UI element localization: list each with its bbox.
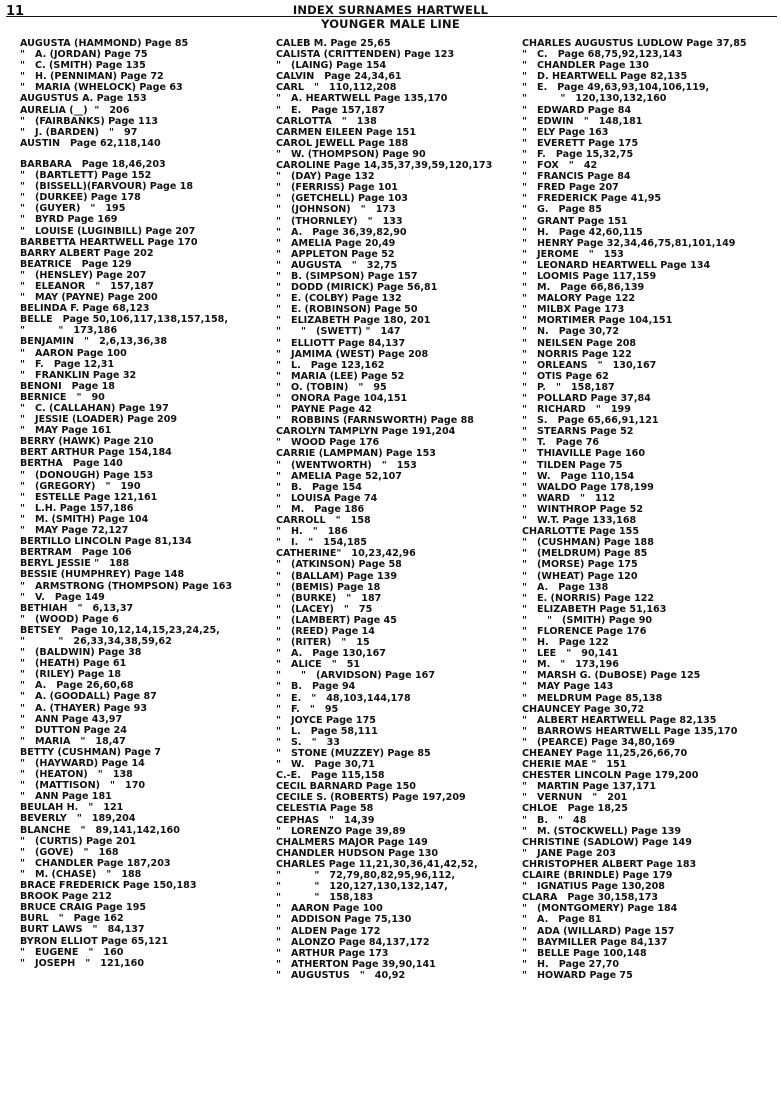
- index-entry: " N. Page 30,72: [522, 326, 620, 338]
- index-entry: " JOSEPH " 121,160: [20, 957, 145, 969]
- index-entry: " (ATKINSON) Page 58: [276, 559, 402, 571]
- index-entry: BARBETTA HEARTWELL Page 170: [20, 236, 198, 248]
- index-entry: " ELY Page 163: [522, 126, 609, 138]
- index-entry: BELINDA F. Page 68,123: [20, 303, 150, 315]
- index-entry: BROOK Page 212: [20, 891, 112, 903]
- index-entry: " ANN Page 181: [20, 791, 112, 803]
- index-entry: " (BALLAM) Page 139: [276, 570, 398, 582]
- index-entry: BURT LAWS " 84,137: [20, 924, 145, 936]
- index-entry: " H. Page 122: [522, 637, 609, 649]
- index-entry: " (HEATON) " 138: [20, 769, 133, 781]
- index-entry: " EDWARD Page 84: [522, 104, 632, 116]
- index-entry: " P. " 158,187: [522, 381, 615, 393]
- index-entry: " FRANKLIN Page 32: [20, 369, 137, 381]
- index-entry: " A. Page 26,60,68: [20, 680, 134, 692]
- index-entry: " EUGENE " 160: [20, 946, 124, 958]
- index-entry: " JAMIMA (WEST) Page 208: [276, 348, 429, 360]
- index-subtitle: YOUNGER MALE LINE: [321, 17, 460, 31]
- index-entry: " ELIZABETH Page 51,163: [522, 603, 667, 615]
- index-entry: " MARTIN Page 137,171: [522, 781, 657, 793]
- index-entry: " EVERETT Page 175: [522, 137, 639, 149]
- index-entry: " A. (THAYER) Page 93: [20, 702, 147, 714]
- index-entry: " (BURKE) " 187: [276, 592, 382, 604]
- index-entry: CALVIN Page 24,34,61: [276, 71, 402, 83]
- index-entry: CARMEN EILEEN Page 151: [276, 126, 417, 138]
- index-entry: " THIAVILLE Page 160: [522, 448, 646, 460]
- index-entry: " B. Page 154: [276, 481, 362, 493]
- index-entry: " W. (THOMPSON) Page 90: [276, 148, 426, 160]
- index-entry: " MARIA (LEE) Page 52: [276, 370, 405, 382]
- index-entry: " FOX " 42: [522, 160, 598, 172]
- index-entry: " HENRY Page 32,34,46,75,81,101,149: [522, 237, 736, 249]
- index-entry: BERT ARTHUR Page 154,184: [20, 447, 172, 459]
- index-entry: " ANN Page 43,97: [20, 713, 123, 725]
- index-entry: " E. (NORRIS) Page 122: [522, 592, 655, 604]
- index-entry: " ALBERT HEARTWELL Page 82,135: [522, 714, 717, 726]
- index-entry: " (CURTIS) Page 201: [20, 835, 136, 847]
- index-entry: BESSIE (HUMPHREY) Page 148: [20, 569, 185, 581]
- index-entry: " H. Page 42,60,115: [522, 226, 643, 238]
- index-entry: " (GUYER) " 195: [20, 203, 126, 215]
- index-entry: " MORTIMER Page 104,151: [522, 315, 673, 327]
- index-entry: BERNICE " 90: [20, 391, 105, 403]
- index-entry: " BYRD Page 169: [20, 214, 118, 226]
- index-entry: " (GETCHELL) Page 103: [276, 193, 408, 205]
- index-entry: " E. (ROBINSON) Page 50: [276, 304, 418, 316]
- index-entry: " (JOHNSON) " 173: [276, 204, 396, 216]
- index-entry: " POLLARD Page 37,84: [522, 393, 651, 404]
- index-entry: " (BALDWIN) Page 38: [20, 647, 142, 659]
- index-entry: " (FERRISS) Page 101: [276, 182, 398, 194]
- index-entry: BERTRAM Page 106: [20, 547, 132, 559]
- index-entry: BELLE Page 50,106,117,138,157,158,: [20, 314, 228, 326]
- index-entry: " H. (PENNIMAN) Page 72: [20, 71, 164, 83]
- index-entry: " STEARNS Page 52: [522, 426, 634, 438]
- index-entry: " BARROWS HEARTWELL Page 135,170: [522, 725, 738, 737]
- index-entry: " MILBX Page 173: [522, 304, 625, 316]
- index-entry: " AARON Page 100: [276, 903, 383, 915]
- index-entry: " IGNATIUS Page 130,208: [522, 881, 665, 893]
- index-entry: BEATRICE Page 129: [20, 258, 132, 270]
- index-entry: " ALICE " 51: [276, 659, 361, 671]
- index-entry: BRACE FREDERICK Page 150,183: [20, 880, 197, 892]
- index-entry: " JEROME " 153: [522, 248, 624, 260]
- index-entry: " MELDRUM Page 85,138: [522, 692, 663, 704]
- index-entry: " M. (CHASE) " 188: [20, 868, 142, 880]
- index-entry: BETHIAH " 6,13,37: [20, 602, 134, 614]
- index-entry: " (CUSHMAN) Page 188: [522, 537, 654, 549]
- index-entry: " CHANDLER Page 130: [522, 60, 649, 72]
- index-entry: " E. Page 157,187: [276, 104, 385, 116]
- index-entry: CHARLOTTE Page 155: [522, 526, 639, 538]
- index-entry: AUGUSTUS A. Page 153: [20, 93, 147, 105]
- index-entry: " BELLE Page 100,148: [522, 947, 647, 959]
- index-entry: CARLOTTA " 138: [276, 115, 377, 127]
- index-entry: " D. HEARTWELL Page 82,135: [522, 71, 688, 83]
- index-entry: " (GOVE) " 168: [20, 846, 119, 858]
- index-entry: " " (SMITH) Page 90: [522, 614, 653, 626]
- index-entry: CHAUNCEY Page 30,72: [522, 703, 645, 715]
- index-entry: " (WENTWORTH) " 153: [276, 459, 417, 471]
- index-entry: " M. Page 186: [276, 503, 365, 515]
- index-entry: " C. Page 68,75,92,123,143: [522, 49, 683, 61]
- index-entry: " " 26,33,34,38,59,62: [20, 635, 172, 647]
- index-entry: " (REED) Page 14: [276, 625, 375, 637]
- index-entry: " (WHEAT) Page 120: [522, 570, 638, 582]
- index-entry: BEVERLY " 189,204: [20, 813, 136, 825]
- index-entry: " APPLETON Page 52: [276, 248, 395, 260]
- index-entry: " MAY (PAYNE) Page 200: [20, 292, 158, 304]
- index-entry: " A. Page 130,167: [276, 648, 386, 660]
- index-entry: " " (ARVIDSON) Page 167: [276, 670, 436, 682]
- index-entry: " W.T. Page 133,168: [522, 515, 637, 527]
- index-entry: " S. " 33: [276, 736, 340, 748]
- index-entry: " (MATTISON) " 170: [20, 780, 146, 792]
- index-entry: " AUGUSTUS " 40,92: [276, 969, 406, 981]
- index-entry: " JESSIE (LOADER) Page 209: [20, 414, 178, 426]
- index-entry: " VERNUN " 201: [522, 792, 628, 804]
- index-entry: AURELIA (__) " 206: [20, 104, 130, 116]
- index-entry: " WALDO Page 178,199: [522, 481, 654, 493]
- index-entry: " NORRIS Page 122: [522, 348, 632, 360]
- index-entry: BRUCE CRAIG Page 195: [20, 902, 147, 914]
- index-entry: " O. (TOBIN) " 95: [276, 381, 387, 393]
- index-entry: " ONORA Page 104,151: [276, 393, 408, 404]
- index-title: INDEX SURNAMES HARTWELL: [292, 3, 489, 17]
- index-entry: CLAIRE (BRINDLE) Page 179: [522, 870, 673, 882]
- index-entry: C.-E. Page 115,158: [276, 770, 385, 782]
- index-entry: " DUTTON Page 24: [20, 724, 127, 736]
- index-entry: " F. Page 15,32,75: [522, 148, 634, 160]
- index-entry: " (LAMBERT) Page 45: [276, 614, 397, 626]
- index-entry: " (RILEY) Page 18: [20, 669, 122, 681]
- index-entry: CARROLL " 158: [276, 515, 371, 527]
- index-entry: " ELLIOTT Page 84,137: [276, 337, 406, 349]
- index-entry: " A. (GOODALL) Page 87: [20, 691, 157, 703]
- index-entry: BETTY (CUSHMAN) Page 7: [20, 746, 161, 758]
- index-entry: CARL " 110,112,208: [276, 82, 397, 94]
- index-entry: " HOWARD Page 75: [522, 969, 633, 981]
- index-entry: " RICHARD " 199: [522, 404, 631, 416]
- index-entry: " (BARTLETT) Page 152: [20, 170, 152, 182]
- index-entry: " M. (SMITH) Page 104: [20, 513, 149, 525]
- index-entry: " A. Page 36,39,82,90: [276, 226, 407, 238]
- index-entry: " GRANT Page 151: [522, 215, 628, 227]
- index-entry: CLARA Page 30,158,173: [522, 892, 659, 904]
- index-entry: " A. HEARTWELL Page 135,170: [276, 93, 448, 105]
- index-entry: BERYL JESSIE " 188: [20, 558, 130, 570]
- index-entry: " (WOOD) Page 6: [20, 613, 119, 625]
- index-entry: CHARLES Page 11,21,30,36,41,42,52,: [276, 858, 478, 870]
- index-entry: " (DONOUGH) Page 153: [20, 469, 154, 481]
- index-entry: " ESTELLE Page 121,161: [20, 491, 158, 503]
- index-entry: CHARLES AUGUSTUS LUDLOW Page 37,85: [522, 38, 747, 49]
- index-entry: " ELIZABETH Page 180, 201: [276, 315, 431, 327]
- index-entry: " MALORY Page 122: [522, 293, 636, 305]
- index-entry: " MAY Page 143: [522, 681, 614, 693]
- index-entry: CHESTER LINCOLN Page 179,200: [522, 770, 699, 782]
- index-entry: " (LACEY) " 75: [276, 603, 373, 615]
- index-entry: " F. Page 12,31: [20, 358, 115, 370]
- index-entry: " (HAYWARD) Page 14: [20, 758, 145, 769]
- index-entry: " STONE (MUZZEY) Page 85: [276, 748, 431, 759]
- index-entry: " MARIA " 18,47: [20, 735, 126, 747]
- index-column-3: [522, 38, 772, 981]
- index-entry: CAROLYN TAMPLYN Page 191,204: [276, 426, 456, 438]
- index-entry: " PAYNE Page 42: [276, 404, 372, 416]
- index-entry: " (PEARCE) Page 34,80,169: [522, 736, 676, 748]
- index-column-1: [20, 38, 270, 969]
- index-entry: CALISTA (CRITTENDEN) Page 123: [276, 49, 455, 61]
- index-entry: " (MONTGOMERY) Page 184: [522, 903, 678, 915]
- index-entry: " ARTHUR Page 173: [276, 947, 389, 959]
- index-entry: " LORENZO Page 39,89: [276, 825, 406, 837]
- index-entry: CELESTIA Page 58: [276, 803, 374, 815]
- index-entry: " I. " 154,185: [276, 537, 367, 549]
- index-entry: " F. " 95: [276, 703, 339, 715]
- index-entry: " ARMSTRONG (THOMPSON) Page 163: [20, 580, 233, 592]
- index-entry: CHANDLER HUDSON Page 130: [276, 847, 439, 859]
- index-entry: " ADA (WILLARD) Page 157: [522, 925, 675, 937]
- index-entry: " E. " 48,103,144,178: [276, 692, 411, 704]
- index-entry: " WINTHROP Page 52: [522, 503, 643, 515]
- index-entry: " FRED Page 207: [522, 182, 619, 194]
- index-entry: " MAY Page 72,127: [20, 525, 129, 537]
- index-entry: " TILDEN Page 75: [522, 459, 623, 471]
- index-entry: BARRY ALBERT Page 202: [20, 247, 154, 259]
- index-entry: " L. Page 123,162: [276, 359, 385, 371]
- index-entry: CAROLINE Page 14,35,37,39,59,120,173: [276, 160, 493, 172]
- index-entry: CAROL JEWELL Page 188: [276, 137, 409, 149]
- index-entry: " AARON Page 100: [20, 347, 127, 359]
- index-entry: " DODD (MIRICK) Page 56,81: [276, 282, 438, 294]
- index-entry: " ROBBINS (FARNSWORTH) Page 88: [276, 415, 474, 427]
- index-entry: " M. " 173,196: [522, 659, 619, 671]
- index-entry: " M. Page 66,86,139: [522, 282, 645, 294]
- index-entry: " H. Page 27,70: [522, 958, 620, 970]
- index-entry: " B. Page 94: [276, 681, 356, 693]
- index-entry: " T. Page 76: [522, 437, 600, 449]
- index-entry: " AMELIA Page 52,107: [276, 470, 402, 482]
- index-entry: " H. " 186: [276, 526, 348, 538]
- index-entry: " OTIS Page 62: [522, 370, 609, 382]
- index-entry: CHERIE MAE " 151: [522, 759, 627, 771]
- index-entry: " " 120,130,132,160: [522, 93, 667, 105]
- index-entry: " J. (BARDEN) " 97: [20, 126, 138, 138]
- index-entry: " W. Page 110,154: [522, 470, 635, 482]
- index-entry: CHEANEY Page 11,25,26,66,70: [522, 748, 688, 759]
- index-entry: " NEILSEN Page 208: [522, 337, 637, 349]
- index-entry: " LOUISA Page 74: [276, 492, 378, 504]
- index-entry: " MARSH G. (DuBOSE) Page 125: [522, 670, 701, 682]
- index-entry: " FRANCIS Page 84: [522, 171, 631, 183]
- index-entry: " (THORNLEY) " 133: [276, 215, 403, 227]
- index-entry: BENJAMIN " 2,6,13,36,38: [20, 336, 168, 348]
- index-entry: " " 173,186: [20, 325, 118, 337]
- index-entry: " CHANDLER Page 187,203: [20, 857, 171, 869]
- index-entry: AUGUSTA (HAMMOND) Page 85: [20, 38, 189, 49]
- index-entry: BERTHA Page 140: [20, 458, 123, 470]
- index-entry: " E. (COLBY) Page 132: [276, 293, 402, 305]
- index-entry: " MARIA (WHELOCK) Page 63: [20, 82, 183, 94]
- index-entry: BARBARA Page 18,46,203: [20, 158, 166, 170]
- index-entry: " " 158,183: [276, 892, 374, 904]
- index-entry: CEPHAS " 14,39: [276, 814, 375, 826]
- index-entry: " A. Page 138: [522, 581, 609, 593]
- index-entry: " ORLEANS " 130,167: [522, 359, 657, 371]
- index-entry: CECILE S. (ROBERTS) Page 197,209: [276, 792, 466, 804]
- index-entry: BEULAH H. " 121: [20, 802, 124, 814]
- index-entry: " FREDERICK Page 41,95: [522, 193, 662, 205]
- index-entry: " MAY Page 161: [20, 425, 112, 437]
- index-entry: " WOOD Page 176: [276, 437, 380, 449]
- index-entry: " L.H. Page 157,186: [20, 502, 134, 514]
- index-entry: BLANCHE " 89,141,142,160: [20, 824, 180, 836]
- index-entry: " G. Page 85: [522, 204, 602, 216]
- index-entry: BENONI Page 18: [20, 380, 115, 392]
- index-entry: " A. Page 81: [522, 914, 602, 926]
- index-entry: CHRISTINE (SADLOW) Page 149: [522, 836, 692, 848]
- index-entry: " (HENSLEY) Page 207: [20, 269, 147, 281]
- index-entry: " B. " 48: [522, 814, 587, 826]
- index-entry: " (HEATH) Page 61: [20, 658, 127, 670]
- index-entry: " (MELDRUM) Page 85: [522, 548, 648, 560]
- index-column-2: [276, 38, 526, 981]
- index-entry: " ATHERTON Page 39,90,141: [276, 958, 436, 970]
- index-entry: " LOOMIS Page 117,159: [522, 270, 657, 282]
- index-entry: " " (SWETT) " 147: [276, 326, 401, 338]
- index-entry: " AMELIA Page 20,49: [276, 237, 396, 249]
- index-entry: " M. (STOCKWELL) Page 139: [522, 825, 682, 837]
- page-header: [0, 0, 781, 34]
- index-entry: " ALONZO Page 84,137,172: [276, 936, 430, 948]
- page-number: 11: [6, 4, 25, 19]
- index-entry: " (DURKEE) Page 178: [20, 192, 141, 204]
- index-entry: " JANE Page 203: [522, 847, 616, 859]
- index-entry: " ADDISON Page 75,130: [276, 914, 412, 926]
- index-entry: " LEONARD HEARTWELL Page 134: [522, 259, 711, 271]
- index-entry: BERRY (HAWK) Page 210: [20, 436, 154, 448]
- index-entry: " LOUISE (LUGINBILL) Page 207: [20, 225, 196, 237]
- index-entry: " ALDEN Page 172: [276, 925, 381, 937]
- index-entry: " LEE " 90,141: [522, 648, 619, 660]
- index-entry: " A. (JORDAN) Page 75: [20, 49, 148, 61]
- index-entry: " S. Page 65,66,91,121: [522, 415, 659, 427]
- index-entry: " (FAIRBANKS) Page 113: [20, 115, 159, 127]
- index-entry: " BAYMILLER Page 84,137: [522, 936, 668, 948]
- index-entry: CECIL BARNARD Page 150: [276, 781, 416, 793]
- index-entry: " WARD " 112: [522, 492, 616, 504]
- index-entry: " (BEMIS) Page 18: [276, 581, 381, 593]
- index-entry: " W. Page 30,71: [276, 759, 375, 771]
- index-entry: " L. Page 58,111: [276, 725, 378, 737]
- index-entry: BURL " Page 162: [20, 913, 124, 925]
- index-entry: CHLOE Page 18,25: [522, 803, 628, 815]
- index-entry: " " 72,79,80,82,95,96,112,: [276, 870, 456, 882]
- index-entry: CATHERINE" 10,23,42,96: [276, 548, 416, 560]
- index-entry: CARRIE (LAMPMAN) Page 153: [276, 448, 436, 460]
- index-entry: " (LAING) Page 154: [276, 60, 387, 72]
- index-entry: " EDWIN " 148,181: [522, 115, 643, 127]
- index-entry: " E. Page 49,63,93,104,106,119,: [522, 82, 710, 94]
- index-entry: CHALMERS MAJOR Page 149: [276, 836, 428, 848]
- index-entry: BERTILLO LINCOLN Page 81,134: [20, 536, 192, 548]
- index-entry: " JOYCE Page 175: [276, 714, 376, 726]
- index-entry: " V. Page 149: [20, 591, 105, 603]
- index-entry: " ELEANOR " 157,187: [20, 280, 154, 292]
- index-entry: " (RITER) " 15: [276, 637, 370, 649]
- index-entry: " AUGUSTA " 32,75: [276, 259, 398, 271]
- index-entry: " (MORSE) Page 175: [522, 559, 638, 571]
- index-entry: " (BISSELL)(FARVOUR) Page 18: [20, 181, 194, 193]
- index-entry: BYRON ELLIOT Page 65,121: [20, 935, 169, 947]
- index-entry: CHRISTOPHER ALBERT Page 183: [522, 858, 697, 870]
- section-gap: [20, 149, 270, 159]
- index-entry: " (DAY) Page 132: [276, 171, 375, 183]
- index-entry: CALEB M. Page 25,65: [276, 38, 391, 49]
- index-entry: " (GREGORY) " 190: [20, 480, 141, 492]
- index-entry: AUSTIN Page 62,118,140: [20, 137, 161, 149]
- index-entry: " " 120,127,130,132,147,: [276, 881, 448, 893]
- index-entry: BETSEY Page 10,12,14,15,23,24,25,: [20, 624, 220, 636]
- index-entry: " C. (SMITH) Page 135: [20, 60, 146, 72]
- index-entry: " FLORENCE Page 176: [522, 625, 647, 637]
- index-entry: " B. (SIMPSON) Page 157: [276, 270, 418, 282]
- index-entry: " C. (CALLAHAN) Page 197: [20, 403, 169, 414]
